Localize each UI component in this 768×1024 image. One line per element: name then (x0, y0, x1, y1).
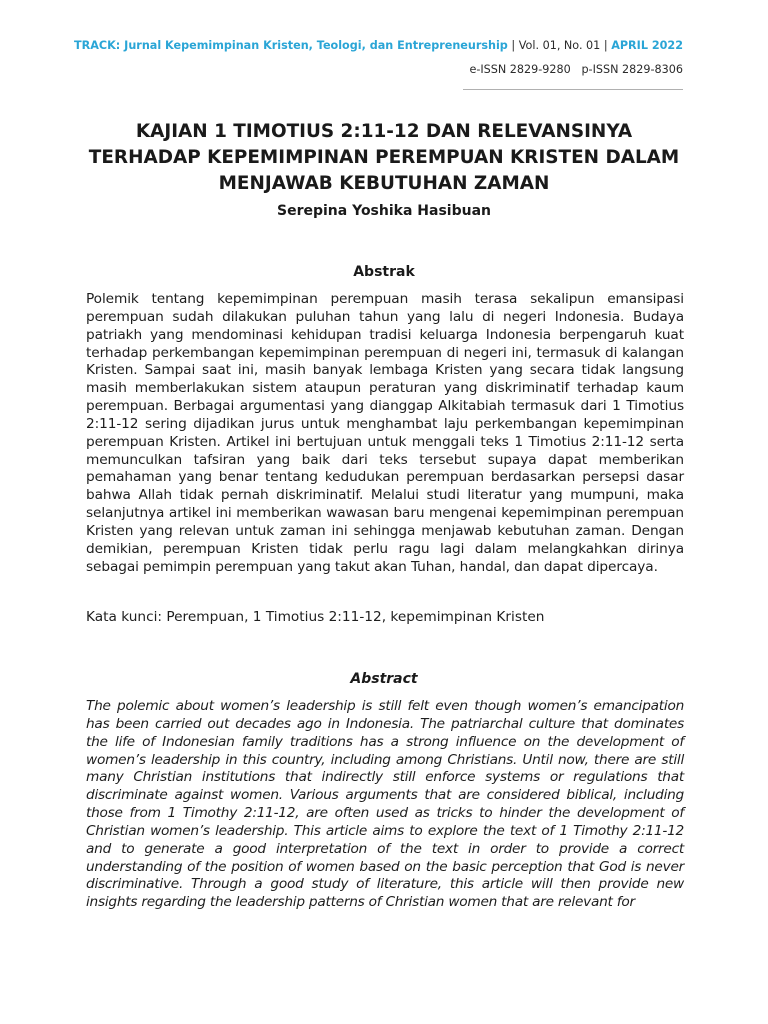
volume-issue: Vol. 01, No. 01 (518, 39, 601, 52)
header-rule (463, 89, 683, 90)
abstract-body: The polemic about women’s leadership is still felt even though women’s emancipation has been carried out decades ago in Indonesia. The patriarchal culture that dominates the life of Indonesian family traditions has a strong influence on the development of women’s leadership in this country, including among Christians. Until now, there are still many Christian institutions that indirectly still enforce systems or regulations that discriminate against women. Various arguments that are considered biblical, including those from 1 Timothy 2:11-12, are often used as tricks to hinder the development of Christian women’s leadership. This article aims to explore the text of 1 Timothy 2:11-12 and to generate a good interpretation of the text in order to provide a correct understanding of the position of women based on the basic perception that God is never discriminative. Through a good study of literature, this article will then provide new insights regarding the leadership patterns of Christian women that are relevant for (86, 698, 684, 911)
header-separator: | (511, 39, 516, 52)
issue-date: APRIL 2022 (611, 39, 683, 52)
pissn: p-ISSN 2829-8306 (581, 63, 683, 76)
keywords: Kata kunci: Perempuan, 1 Timotius 2:11-12, kepemimpinan Kristen (86, 609, 545, 625)
eissn: e-ISSN 2829-9280 (469, 63, 571, 76)
issn-line (469, 63, 683, 76)
author-name: Serepina Yoshika Hasibuan (277, 203, 491, 219)
abstrak-body: Polemik tentang kepemimpinan perempuan masih terasa sekalipun emansipasi perempuan sudah dilakukan puluhan tahun yang lalu di negeri Indonesia. Budaya patriakh yang mendominasi kehidupan tradisi keluarga Indonesia berpengaruh kuat terhadap perkembangan kepemimpinan perempuan di negeri ini, termasuk di kalangan Kristen. Sampai saat ini, masih banyak lembaga Kristen yang secara tidak langsung masih memberlakukan sistem ataupun peraturan yang diskriminatif terhadap kaum perempuan. Berbagai argumentasi yang dianggap Alkitabiah termasuk dari 1 Timotius 2:11-12 sering dijadikan jurus untuk menghambat laju perkembangan kepemimpinan perempuan Kristen. Artikel ini bertujuan untuk menggali teks 1 Timotius 2:11-12 serta memunculkan tafsiran yang baik dari teks tersebut supaya dapat memberikan pemahaman yang benar tentang kedudukan perempuan berdasarkan persepsi dasar bahwa Allah tidak pernah diskriminatif. Melalui studi literatur yang mumpuni, maka selanjutnya artikel ini memberikan wawasan baru mengenai kepemimpinan perempuan Kristen yang relevan untuk zaman ini sehingga menjawab kebutuhan zaman. Dengan demikian, perempuan Kristen tidak perlu ragu lagi dalam melangkahkan dirinya sebagai pemimpin perempuan yang takut akan Tuhan, handal, dan dapat dipercaya. (86, 291, 684, 575)
article-title: KAJIAN 1 TIMOTIUS 2:11-12 DAN RELEVANSINYA TERHADAP KEPEMIMPINAN PEREMPUAN KRISTEN DALAM MENJAWAB KEBUTUHAN ZAMAN (88, 121, 680, 194)
abstrak-heading: Abstrak (353, 264, 415, 280)
journal-name: TRACK: Jurnal Kepemimpinan Kristen, Teologi, dan Entrepreneurship (74, 39, 508, 52)
abstract-heading: Abstract (350, 671, 418, 687)
running-head (74, 38, 683, 53)
header-separator-2: | (603, 39, 608, 52)
